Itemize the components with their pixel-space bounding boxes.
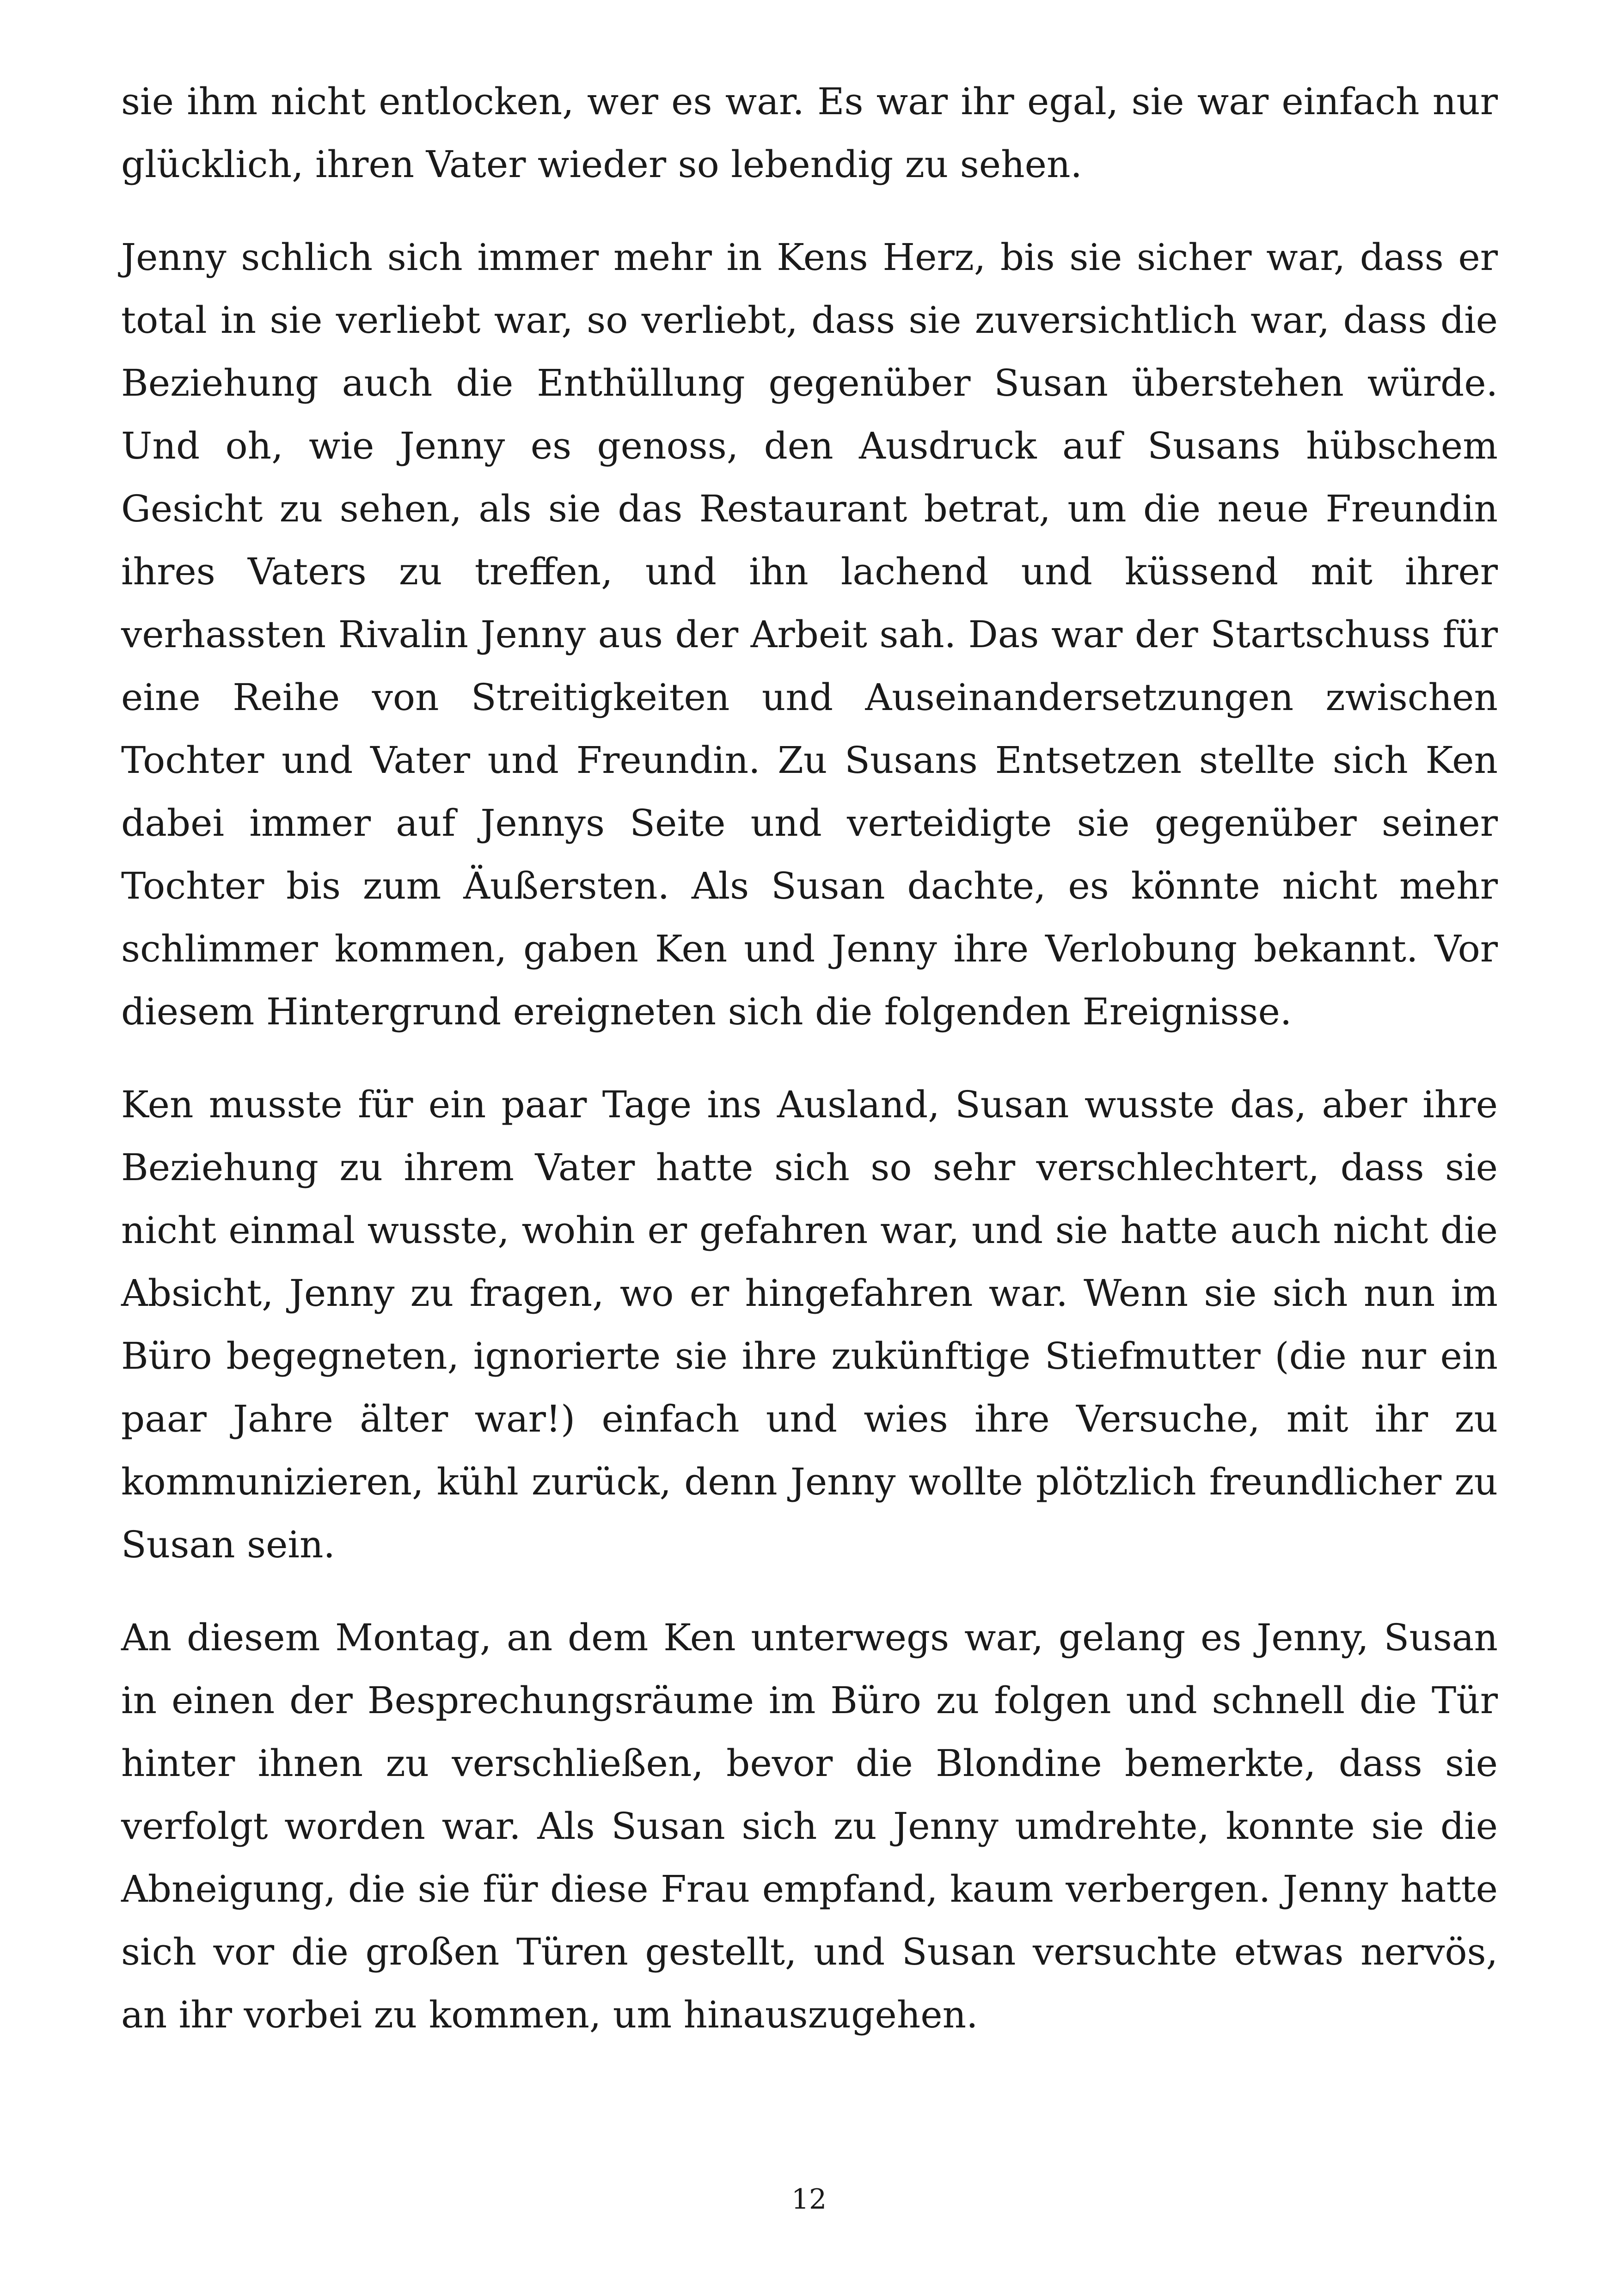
body-text (121, 70, 1498, 2046)
paragraph-4: An diesem Montag, an dem Ken unterwegs war, gelang es Jenny, Susan in einen der Besprechungsräume im Büro zu folgen und schnell die Tür hinter ihnen zu verschließen, bevor die Blondine bemerkte, dass sie verfolgt worden war. Als Susan sich zu Jenny umdrehte, konnte sie die Abneigung, die sie für diese Frau empfand, kaum verbergen. Jenny hatte sich vor die großen Türen gestellt, und Susan versuchte etwas nervös, an ihr vorbei zu kommen, um hinauszugehen. (121, 1616, 1498, 2036)
paragraph-2: Jenny schlich sich immer mehr in Kens Herz, bis sie sicher war, dass er total in sie verliebt war, so verliebt, dass sie zuversichtlich war, dass die Beziehung auch die Enthüllung gegenüber Susan überstehen würde. Und oh, wie Jenny es genoss, den Ausdruck auf Susans hübschem Gesicht zu sehen, als sie das Restaurant betrat, um die neue Freundin ihres Vaters zu treffen, und ihn lachend und küssend mit ihrer verhassten Rivalin Jenny aus der Arbeit sah. Das war der Startschuss für eine Reihe von Streitigkeiten und Auseinandersetzungen zwischen Tochter und Vater und Freundin. Zu Susans Entsetzen stellte sich Ken dabei immer auf Jennys Seite und verteidigte sie gegenüber seiner Tochter bis zum Äußersten. Als Susan dachte, es könnte nicht mehr schlimmer kommen, gaben Ken und Jenny ihre Verlobung bekannt. Vor diesem Hintergrund ereigneten sich die folgenden Ereignisse. (121, 236, 1498, 1033)
paragraph-1: sie ihm nicht entlocken, wer es war. Es war ihr egal, sie war einfach nur glücklich, ihren Vater wieder so lebendig zu sehen. (121, 80, 1498, 186)
page-number: 12 (791, 2183, 827, 2216)
paragraph-3: Ken musste für ein paar Tage ins Ausland, Susan wusste das, aber ihre Beziehung zu ihrem Vater hatte sich so sehr verschlechtert, dass sie nicht einmal wusste, wohin er gefahren war, und sie hatte auch nicht die Absicht, Jenny zu fragen, wo er hingefahren war. Wenn sie sich nun im Büro begegneten, ignorierte sie ihre zukünftige Stiefmutter (die nur ein paar Jahre älter war!) einfach und wies ihre Versuche, mit ihr zu kommunizieren, kühl zurück, denn Jenny wollte plötzlich freundlicher zu Susan sein. (121, 1083, 1498, 1566)
